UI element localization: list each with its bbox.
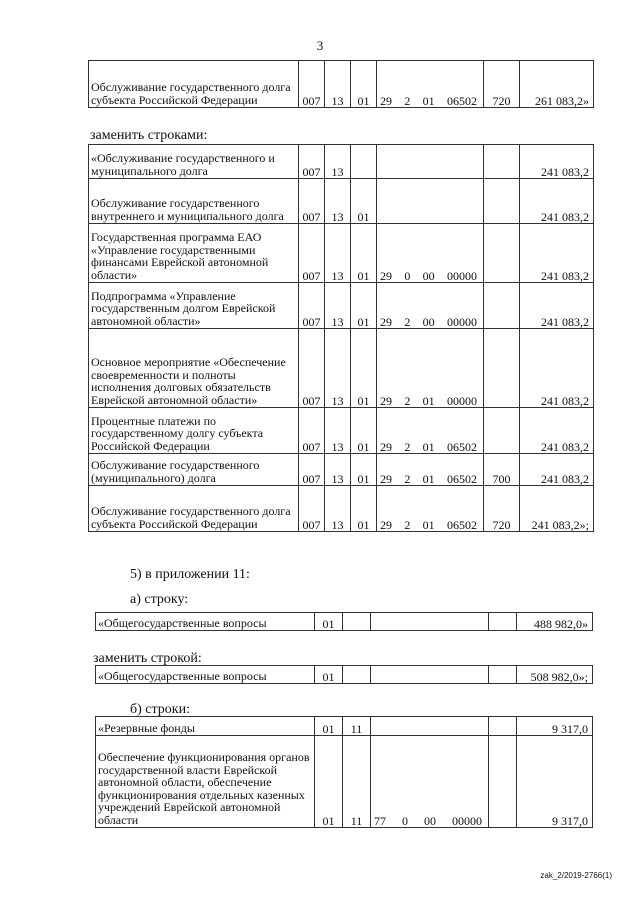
table-row [89, 145, 594, 179]
expense-type [484, 145, 520, 179]
code-ministry: 007 [299, 486, 325, 532]
target-article [371, 717, 489, 736]
table-row [89, 408, 594, 454]
code-subsection: 01 [351, 486, 377, 532]
code-section: 01 [315, 736, 343, 828]
target-article: 29 2 00 00000 [377, 283, 484, 329]
code-section: 13 [325, 283, 351, 329]
code-ministry: 007 [299, 61, 325, 108]
sum: 241 083,2 [520, 329, 594, 408]
row-name: «Резервные фонды [96, 717, 315, 736]
code-section: 01 [315, 666, 343, 684]
code-ministry: 007 [299, 408, 325, 454]
sum: 241 083,2 [520, 454, 594, 486]
code-ministry: 007 [299, 179, 325, 224]
row-name: Обслуживание государственного (муниципального) долга [89, 454, 299, 486]
expense-type [484, 329, 520, 408]
row-name: Подпрограмма «Управление государственным долгом Еврейской автономной области» [89, 283, 299, 329]
table-row [96, 613, 593, 631]
target-article: 29 0 00 00000 [377, 224, 484, 283]
code-subsection: 11 [343, 717, 371, 736]
table-row [89, 454, 594, 486]
code-subsection: 01 [351, 179, 377, 224]
code-subsection: 01 [351, 224, 377, 283]
table-row [89, 283, 594, 329]
sum: 9 317,0 [517, 736, 593, 828]
sum: 241 083,2»; [520, 486, 594, 532]
sum: 488 982,0» [517, 613, 593, 631]
expense-type [484, 224, 520, 283]
target-article: 77 0 00 00000 [371, 736, 489, 828]
target-article: 29 2 01 06502 [377, 454, 484, 486]
row-name: «Обслуживание государственного и муниципального долга [89, 145, 299, 179]
code-subsection: 01 [351, 283, 377, 329]
expense-type [484, 408, 520, 454]
row-name: Обслуживание государственного внутреннего и муниципального долга [89, 179, 299, 224]
expense-type [484, 179, 520, 224]
code-section: 13 [325, 486, 351, 532]
replace-rows-label: заменить строками: [90, 128, 208, 143]
code-section: 13 [325, 408, 351, 454]
code-section: 01 [315, 613, 343, 631]
row-name: Процентные платежи по государственному долгу субъекта Российской Федерации [89, 408, 299, 454]
table-row [89, 224, 594, 283]
table-row [96, 717, 593, 736]
code-section: 13 [325, 329, 351, 408]
code-subsection: 11 [343, 736, 371, 828]
row-name: Обеспечение функционирования органов государственной власти Еврейской автономной области, обеспечение функционирования отдельных казенных учреждений Еврейской автономной области [96, 736, 315, 828]
item-5: 5) в приложении 11: [130, 567, 250, 582]
code-section: 13 [325, 179, 351, 224]
target-article [377, 179, 484, 224]
sum: 241 083,2 [520, 224, 594, 283]
target-article [377, 145, 484, 179]
appendix-row-table [95, 612, 593, 631]
item-a: а) строку: [130, 592, 189, 607]
sum: 241 083,2 [520, 145, 594, 179]
code-ministry: 007 [299, 224, 325, 283]
code-ministry: 007 [299, 329, 325, 408]
table-row [89, 179, 594, 224]
table-row [96, 736, 593, 828]
code-section: 13 [325, 454, 351, 486]
document-code: zak_2/2019-2766(1) [540, 871, 612, 880]
expense-type: 720 [484, 486, 520, 532]
sum: 241 083,2 [520, 179, 594, 224]
code-subsection: 01 [351, 61, 377, 108]
target-article: 29 2 01 06502 [377, 408, 484, 454]
row-name: Основное мероприятие «Обеспечение своевременности и полноты исполнения долговых обязательств Еврейской автономной области» [89, 329, 299, 408]
table-row [89, 329, 594, 408]
appendix-rows-table [95, 716, 593, 828]
expense-type: 720 [484, 61, 520, 108]
code-subsection: 01 [351, 329, 377, 408]
code-ministry: 007 [299, 454, 325, 486]
replacement-rows-table [88, 144, 594, 532]
replace-row-label: заменить строкой: [93, 651, 202, 666]
sum: 9 317,0 [517, 717, 593, 736]
code-subsection: 01 [351, 408, 377, 454]
appendix-replacement-table [95, 665, 593, 684]
item-b: б) строки: [130, 702, 190, 717]
sum: 241 083,2 [520, 408, 594, 454]
code-ministry: 007 [299, 145, 325, 179]
code-section: 13 [325, 224, 351, 283]
row-name: Государственная программа ЕАО «Управление государственными финансами Еврейской автономной области» [89, 224, 299, 283]
row-name: «Общегосударственные вопросы [96, 666, 315, 684]
table-row [96, 666, 593, 684]
target-article: 29 2 01 06502 [377, 486, 484, 532]
code-subsection: 01 [351, 454, 377, 486]
code-subsection [351, 145, 377, 179]
expense-type: 700 [484, 454, 520, 486]
code-section: 13 [325, 61, 351, 108]
code-section: 01 [315, 717, 343, 736]
row-name: Обслуживание государственного долга субъекта Российской Федерации [89, 61, 299, 108]
row-name: «Общегосударственные вопросы [96, 613, 315, 631]
code-section: 13 [325, 145, 351, 179]
table-row [89, 486, 594, 532]
page-number: 3 [316, 38, 324, 53]
sum: 241 083,2 [520, 283, 594, 329]
expense-type [484, 283, 520, 329]
target-article: 29 2 01 06502 [377, 61, 484, 108]
sum: 508 982,0»; [517, 666, 593, 684]
code-ministry: 007 [299, 283, 325, 329]
original-row-table [88, 60, 594, 108]
table-row [89, 61, 594, 108]
target-article: 29 2 01 00000 [377, 329, 484, 408]
sum: 261 083,2» [520, 61, 594, 108]
row-name: Обслуживание государственного долга субъекта Российской Федерации [89, 486, 299, 532]
